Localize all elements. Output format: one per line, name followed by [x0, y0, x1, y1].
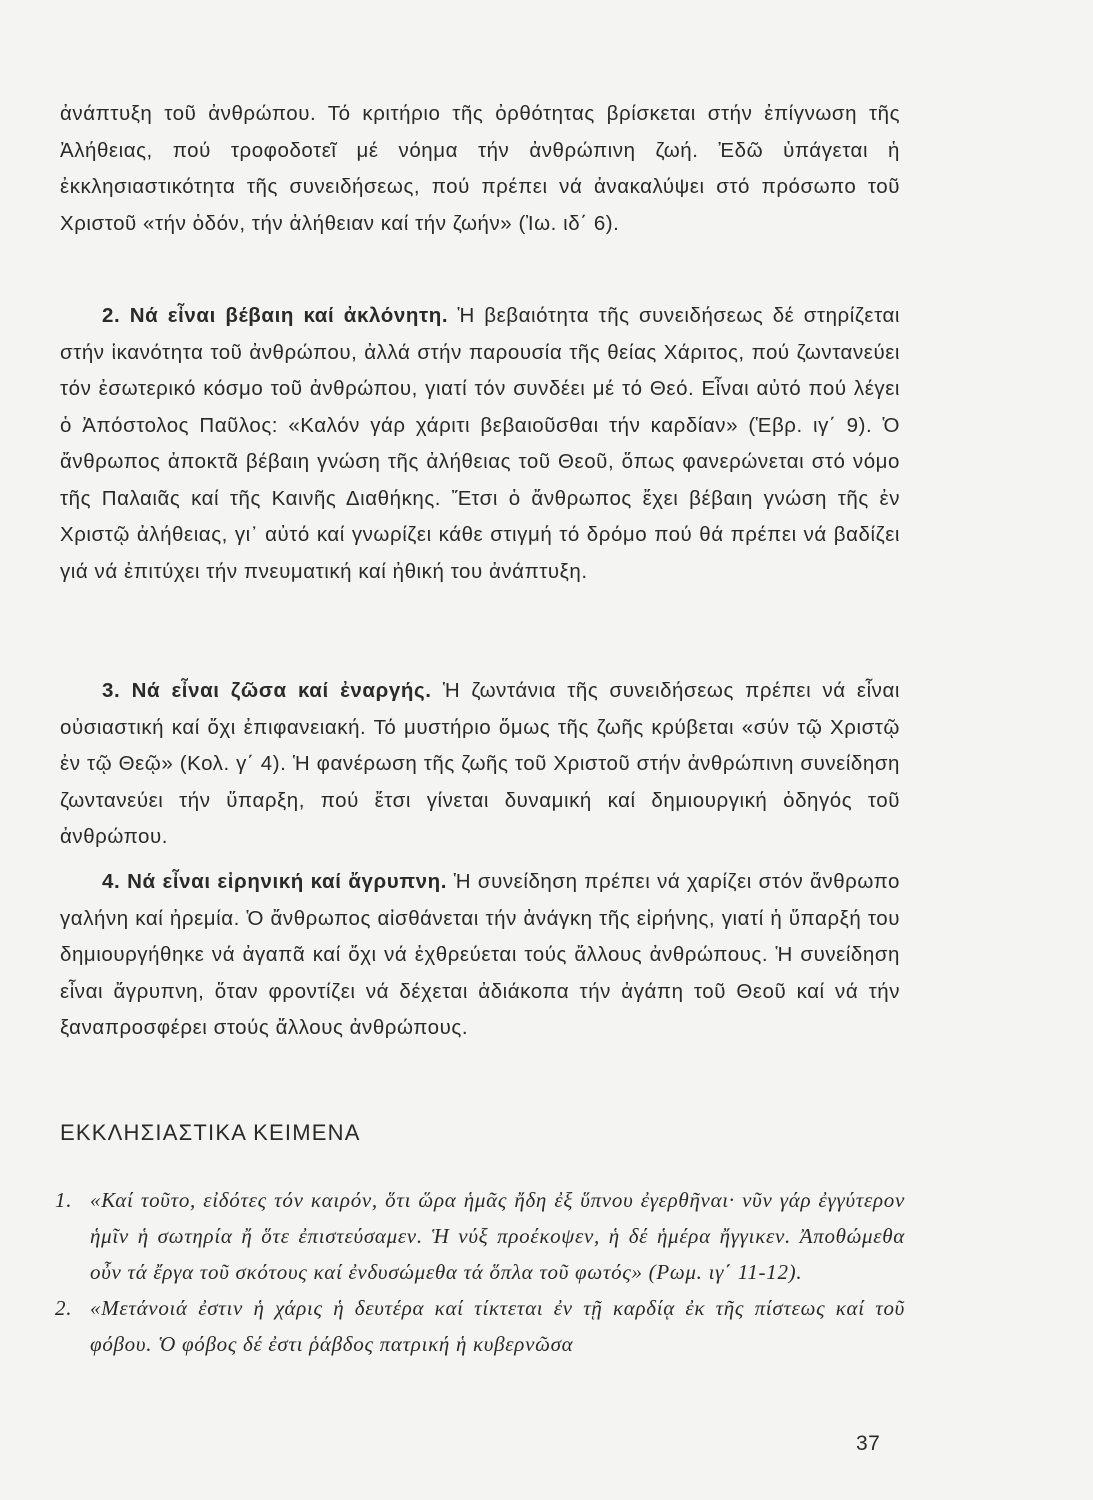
point-4-text: Ἡ συνείδηση πρέπει νά χαρίζει στόν ἄνθρωπο γαλήνη καί ἠρεμία. Ὁ ἄνθρωπος αἰσθάνεται τήν ἀνάγκη τῆς εἰρήνης, γιατί ἡ ὕπαρξή του δημιουργήθηκε νά ἀγαπᾶ καί ὄχι νά ἐχθρεύεται τούς ἄλλους ἀνθρώπους. Ἡ συνείδηση εἶναι ἄγρυπνη, ὅταν φροντίζει νά δέχεται ἀδιάκοπα τήν ἀγάπη τοῦ Θεοῦ καί νά τήν ξαναπροσφέρει στούς ἄλλους ἀνθρώπους. — [60, 870, 900, 1039]
point-3-heading: 3. Νά εἶναι ζῶσα καί ἐναργής. — [102, 679, 432, 702]
point-2-heading: 2. Νά εἶναι βέβαιη καί ἀκλόνητη. — [102, 304, 449, 327]
quote-item — [55, 1182, 905, 1290]
quote-number: 2. — [55, 1296, 73, 1320]
intro-paragraph — [60, 96, 900, 242]
quotes-list — [55, 1182, 905, 1362]
quote-number: 1. — [55, 1188, 73, 1212]
point-3-paragraph — [60, 673, 900, 856]
point-4-heading: 4. Νά εἶναι εἰρηνική καί ἄγρυπνη. — [102, 870, 448, 893]
point-2-text: Ἡ βεβαιότητα τῆς συνειδήσεως δέ στηρίζεται στήν ἱκανότητα τοῦ ἀνθρώπου, ἀλλά στήν παρουσία τῆς θείας Χάριτος, πού ζωντανεύει τόν ἐσωτερικό κόσμο τοῦ ἀνθρώπου, γιατί τόν συνδέει μέ τό Θεό. Εἶναι αὐτό πού λέγει ὁ Ἀπόστολος Παῦλος: «Καλόν γάρ χάριτι βεβαιοῦσθαι τήν καρδίαν» (Ἑβρ. ιγ΄ 9). Ὁ ἄνθρωπος ἀποκτᾶ βέβαιη γνώση τῆς ἀλήθειας τοῦ Θεοῦ, ὅπως φανερώνεται στό νόμο τῆς Παλαιᾶς καί τῆς Καινῆς Διαθήκης. Ἔτσι ὁ ἄνθρωπος ἔχει βέβαιη γνώση τῆς ἐν Χριστῷ ἀλήθειας, γι᾿ αὐτό καί γνωρίζει κάθε στιγμή τό δρόμο πού θά πρέπει νά βαδίζει γιά νά ἐπιτύχει τήν πνευματική καί ἠθική του ἀνάπτυξη. — [60, 304, 900, 583]
quote-text: «Καί τοῦτο, εἰδότες τόν καιρόν, ὅτι ὥρα ἡμᾶς ἤδη ἐξ ὕπνου ἐγερθῆναι· νῦν γάρ ἐγγύτερον ἡμῖν ἡ σωτηρία ἤ ὅτε ἐπιστεύσαμεν. Ἡ νύξ προέκοψεν, ἡ δέ ἡμέρα ἤγγικεν. Ἀποθώμεθα οὖν τά ἔργα τοῦ σκότους καί ἐνδυσώμεθα τά ὅπλα τοῦ φωτός» (Ρωμ. ιγ΄ 11-12). — [90, 1188, 905, 1284]
intro-text: ἀνάπτυξη τοῦ ἀνθρώπου. Τό κριτήριο τῆς ὀρθότητας βρίσκεται στήν ἐπίγνωση τῆς Ἀλήθειας, πού τροφοδοτεῖ μέ νόημα τήν ἀνθρώπινη ζωή. Ἐδῶ ὑπάγεται ἡ ἐκκλησιαστικότητα τῆς συνειδήσεως, πού πρέπει νά ἀνακαλύψει στό πρόσωπο τοῦ Χριστοῦ «τήν ὁδόν, τήν ἀλήθειαν καί τήν ζωήν» (Ἰω. ιδ΄ 6). — [60, 102, 900, 235]
quote-text: «Μετάνοιά ἐστιν ἡ χάρις ἡ δευτέρα καί τίκτεται ἐν τῇ καρδίᾳ ἐκ τῆς πίστεως καί τοῦ φόβου. Ὁ φόβος δέ ἐστι ῥάβδος πατρική ἡ κυβερνῶσα — [90, 1296, 905, 1356]
point-3-text: Ἡ ζωντάνια τῆς συνειδήσεως πρέπει νά εἶναι οὐσιαστική καί ὄχι ἐπιφανειακή. Τό μυστήριο ὅμως τῆς ζωῆς κρύβεται «σύν τῷ Χριστῷ ἐν τῷ Θεῷ» (Κολ. γ΄ 4). Ἡ φανέρωση τῆς ζωῆς τοῦ Χριστοῦ στήν ἀνθρώπινη συνείδηση ζωντανεύει τήν ὕπαρξη, πού ἔτσι γίνεται δυναμική καί δημιουργική ὁδηγός τοῦ ἀνθρώπου. — [60, 679, 900, 848]
point-2-paragraph — [60, 298, 900, 590]
page-number: 37 — [856, 1432, 881, 1455]
section-heading: ΕΚΚΛΗΣΙΑΣΤΙΚΑ ΚΕΙΜΕΝΑ — [60, 1120, 361, 1145]
quote-item — [55, 1290, 905, 1362]
point-4-paragraph — [60, 864, 900, 1047]
